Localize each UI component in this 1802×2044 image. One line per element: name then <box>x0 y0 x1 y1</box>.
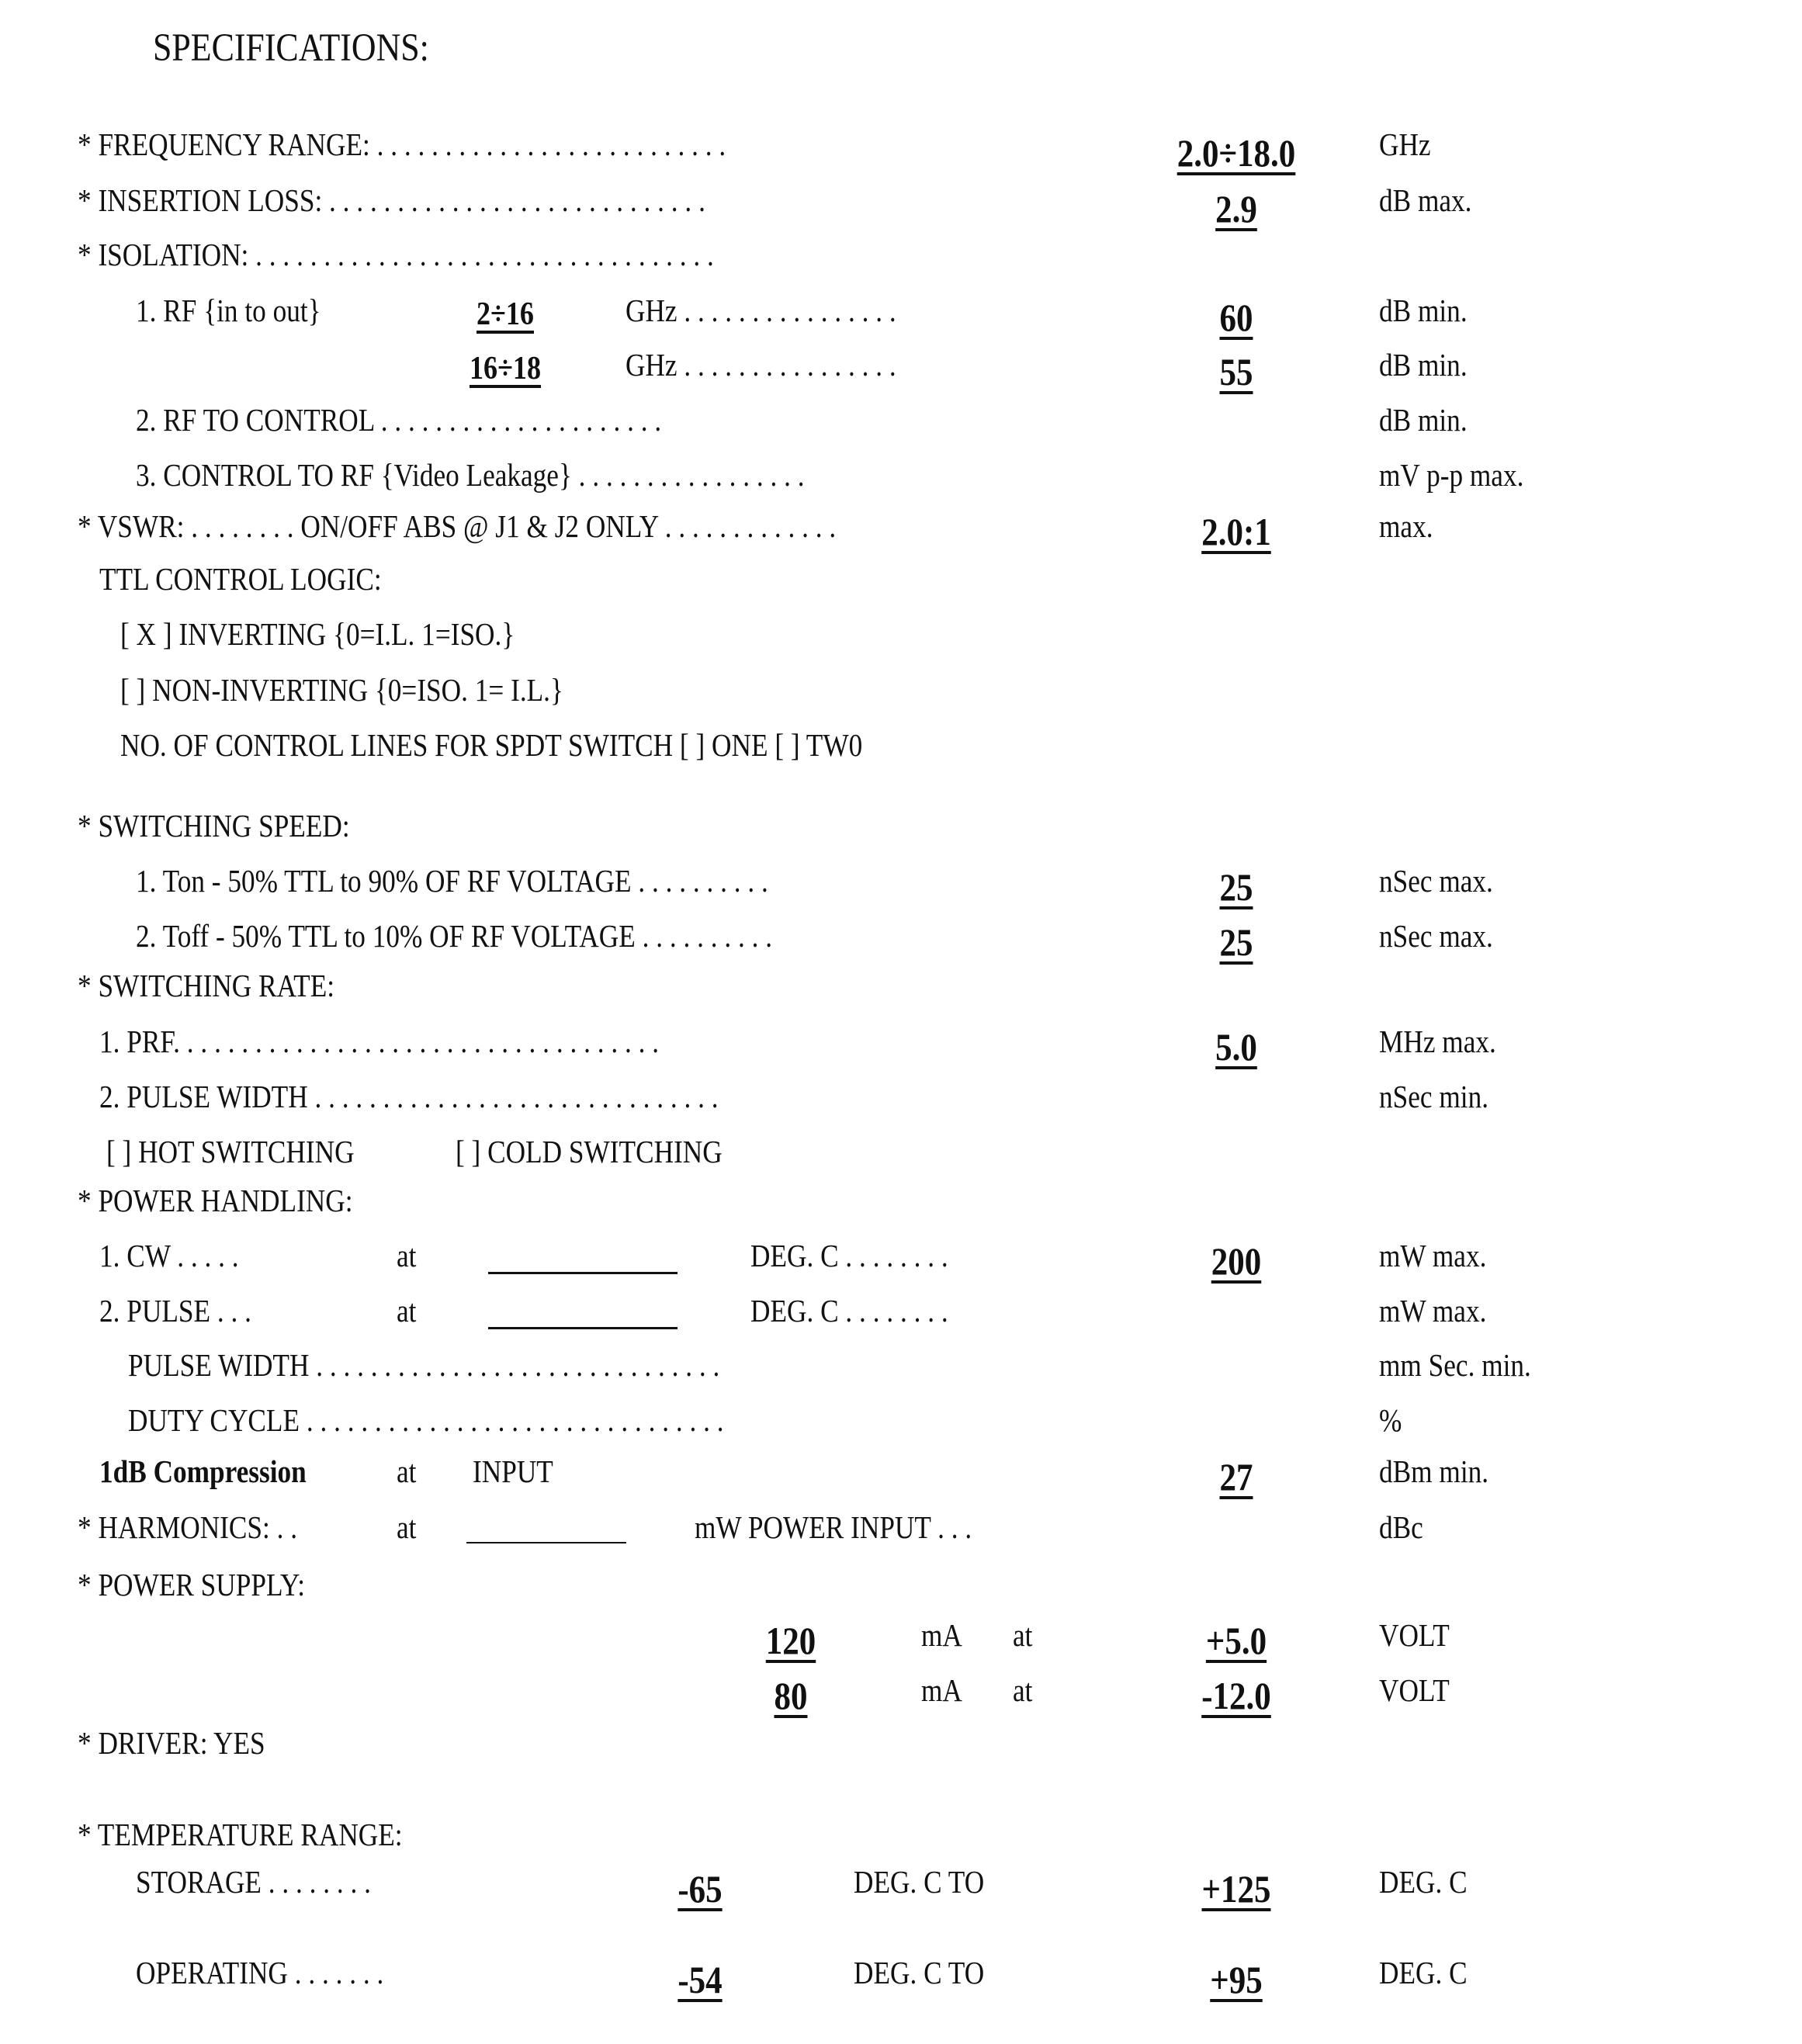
ton-unit: nSec max. <box>1379 863 1493 899</box>
cw-unit: mW max. <box>1379 1238 1487 1273</box>
toff-unit: nSec max. <box>1379 918 1493 954</box>
harmonics-unit: dBc <box>1379 1509 1423 1545</box>
ttl-control-logic-label: TTL CONTROL LOGIC: <box>99 561 382 597</box>
isolation-band2-value: 55 <box>1219 350 1253 393</box>
pulse-width-label: PULSE WIDTH . . . . . . . . . . . . . . . . . . . . . . . . . . . . . . <box>128 1347 720 1383</box>
duty-cycle-label: DUTY CYCLE . . . . . . . . . . . . . . . . . . . . . . . . . . . . . . . <box>128 1402 724 1438</box>
supply-current-1: 120 <box>765 1619 816 1662</box>
storage-max: +125 <box>1201 1867 1271 1911</box>
isolation-label: * ISOLATION: . . . . . . . . . . . . . . . . . . . . . . . . . . . . . . . . . . <box>78 237 714 272</box>
isolation-control-to-rf-label: 3. CONTROL TO RF {Video Leakage} . . . . . . . . . . . . . . . . . <box>136 457 805 493</box>
pulse-width-rate-label: 2. PULSE WIDTH . . . . . . . . . . . . . . . . . . . . . . . . . . . . . . <box>99 1079 719 1114</box>
temperature-range-label: * TEMPERATURE RANGE: <box>78 1817 403 1852</box>
pulse-unit: mW max. <box>1379 1293 1487 1329</box>
pulse-deg-label: DEG. C . . . . . . . . <box>750 1293 948 1329</box>
compression-input: INPUT <box>473 1453 553 1489</box>
frequency-range-unit: GHz <box>1379 126 1431 162</box>
supply-at-1: at <box>1013 1617 1033 1653</box>
supply-voltage-2: -12.0 <box>1201 1674 1271 1717</box>
isolation-rf-to-control-label: 2. RF TO CONTROL . . . . . . . . . . . . . . . . . . . . . <box>136 402 662 438</box>
operating-to: DEG. C TO <box>854 1955 985 1990</box>
supply-voltage-1: +5.0 <box>1205 1619 1267 1662</box>
vswr-value: 2.0:1 <box>1201 510 1271 553</box>
cw-at: at <box>397 1238 417 1273</box>
isolation-band1-range-unit: GHz . . . . . . . . . . . . . . . . <box>626 293 896 328</box>
power-supply-label: * POWER SUPPLY: <box>78 1567 306 1602</box>
isolation-control-to-rf-unit: mV p-p max. <box>1379 457 1524 493</box>
ton-label: 1. Ton - 50% TTL to 90% OF RF VOLTAGE . . . . . . . . . . <box>136 863 768 899</box>
storage-unit: DEG. C <box>1379 1864 1468 1900</box>
driver-label: * DRIVER: YES <box>78 1725 265 1761</box>
insertion-loss-unit: dB max. <box>1379 182 1472 218</box>
ttl-inverting-option: [ X ] INVERTING {0=I.L. 1=ISO.} <box>120 616 515 652</box>
isolation-band1-range: 2÷16 <box>476 296 535 332</box>
isolation-band1-unit: dB min. <box>1379 293 1468 328</box>
operating-unit: DEG. C <box>1379 1955 1468 1990</box>
pulse-width-rate-unit: nSec min. <box>1379 1079 1489 1114</box>
isolation-rf-in-out-label: 1. RF {in to out} <box>136 293 321 328</box>
harmonics-power-label: mW POWER INPUT . . . <box>695 1509 972 1545</box>
isolation-band1-value: 60 <box>1219 296 1253 339</box>
supply-current-unit-1: mA <box>921 1617 962 1653</box>
harmonics-power-blank <box>466 1542 626 1543</box>
hot-switching-option: [ ] HOT SWITCHING <box>106 1134 355 1169</box>
supply-voltage-unit-1: VOLT <box>1379 1617 1450 1653</box>
switching-speed-label: * SWITCHING SPEED: <box>78 808 350 844</box>
compression-at: at <box>397 1453 417 1489</box>
supply-current-2: 80 <box>774 1674 808 1717</box>
pulse-width-unit: mm Sec. min. <box>1379 1347 1531 1383</box>
cw-label: 1. CW . . . . . <box>99 1238 239 1273</box>
duty-cycle-unit: % <box>1379 1402 1402 1438</box>
vswr-unit: max. <box>1379 508 1433 544</box>
prf-value: 5.0 <box>1215 1025 1257 1069</box>
compression-unit: dBm min. <box>1379 1453 1489 1489</box>
supply-current-unit-2: mA <box>921 1672 962 1708</box>
toff-value: 25 <box>1219 920 1253 964</box>
pulse-label: 2. PULSE . . . <box>99 1293 251 1329</box>
vswr-label: * VSWR: . . . . . . . . ON/OFF ABS @ J1 & J2 ONLY . . . . . . . . . . . . . <box>78 508 837 544</box>
isolation-band2-range: 16÷18 <box>469 351 542 386</box>
frequency-range-value: 2.0÷18.0 <box>1176 131 1296 175</box>
isolation-rf-to-control-unit: dB min. <box>1379 402 1468 438</box>
isolation-band2-range-unit: GHz . . . . . . . . . . . . . . . . <box>626 347 896 383</box>
control-lines-option: NO. OF CONTROL LINES FOR SPDT SWITCH [ ] ONE [ ] TW0 <box>120 727 863 763</box>
page-title: SPECIFICATIONS: <box>153 26 429 70</box>
supply-voltage-unit-2: VOLT <box>1379 1672 1450 1708</box>
cw-temperature-blank <box>488 1272 677 1274</box>
power-handling-label: * POWER HANDLING: <box>78 1183 353 1218</box>
cw-value: 200 <box>1211 1239 1262 1283</box>
operating-max: +95 <box>1210 1958 1263 2001</box>
operating-label: OPERATING . . . . . . . <box>136 1955 384 1990</box>
toff-label: 2. Toff - 50% TTL to 10% OF RF VOLTAGE . . . . . . . . . . <box>136 918 773 954</box>
storage-label: STORAGE . . . . . . . . <box>136 1864 372 1900</box>
cw-deg-label: DEG. C . . . . . . . . <box>750 1238 948 1273</box>
switching-rate-label: * SWITCHING RATE: <box>78 968 335 1003</box>
isolation-band2-unit: dB min. <box>1379 347 1468 383</box>
pulse-temperature-blank <box>488 1327 677 1329</box>
compression-value: 27 <box>1219 1455 1253 1498</box>
prf-unit: MHz max. <box>1379 1024 1496 1059</box>
ton-value: 25 <box>1219 865 1253 909</box>
insertion-loss-label: * INSERTION LOSS: . . . . . . . . . . . . . . . . . . . . . . . . . . . . <box>78 182 705 218</box>
storage-to: DEG. C TO <box>854 1864 985 1900</box>
cold-switching-option: [ ] COLD SWITCHING <box>456 1134 723 1169</box>
frequency-range-label: * FREQUENCY RANGE: . . . . . . . . . . . . . . . . . . . . . . . . . . <box>78 126 726 162</box>
storage-min: -65 <box>677 1867 723 1911</box>
harmonics-label: * HARMONICS: . . <box>78 1509 298 1545</box>
compression-label: 1dB Compression <box>99 1453 307 1489</box>
supply-at-2: at <box>1013 1672 1033 1708</box>
insertion-loss-value: 2.9 <box>1215 187 1257 230</box>
ttl-non-inverting-option: [ ] NON-INVERTING {0=ISO. 1= I.L.} <box>120 672 563 708</box>
operating-min: -54 <box>677 1958 723 2001</box>
pulse-at: at <box>397 1293 417 1329</box>
prf-label: 1. PRF. . . . . . . . . . . . . . . . . . . . . . . . . . . . . . . . . . . . <box>99 1024 660 1059</box>
harmonics-at: at <box>397 1509 417 1545</box>
